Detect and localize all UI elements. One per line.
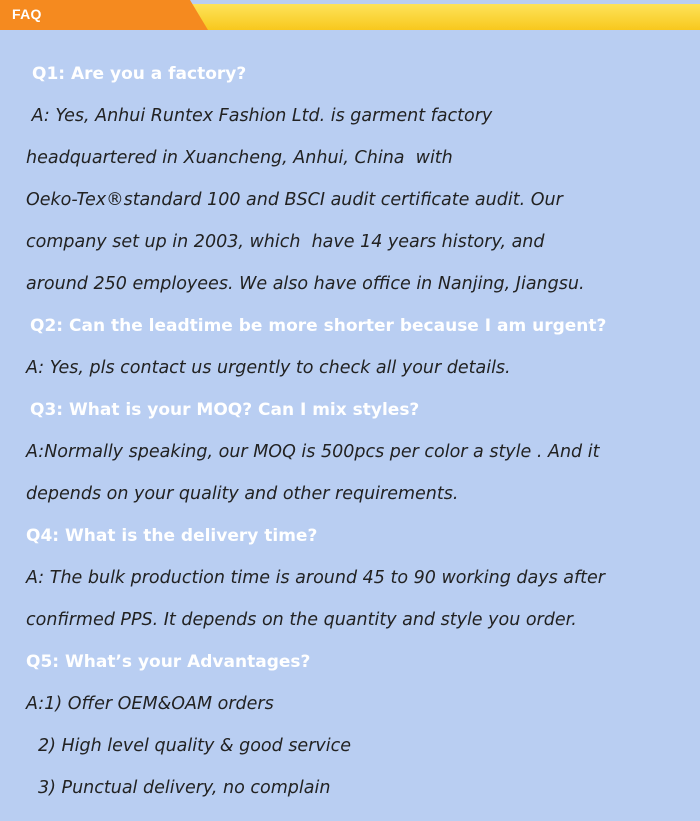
answer-1-line-3: Oeko-Tex®standard 100 and BSCI audit certificate audit. Our xyxy=(26,190,563,210)
answer-3-line-1: A:Normally speaking, our MOQ is 500pcs per color a style . And it xyxy=(26,442,600,462)
answer-1-line-4: company set up in 2003, which have 14 years history, and xyxy=(26,232,545,252)
answer-4-line-2: confirmed PPS. It depends on the quantity and style you order. xyxy=(26,610,577,630)
answer-1-line-1: A: Yes, Anhui Runtex Fashion Ltd. is garment factory xyxy=(26,106,493,126)
question-4: Q4: What is the delivery time? xyxy=(26,526,318,546)
answer-4-line-1: A: The bulk production time is around 45 to 90 working days after xyxy=(26,568,606,588)
faq-content xyxy=(0,53,700,809)
answer-3-line-2: depends on your quality and other requirements. xyxy=(26,484,459,504)
faq-header xyxy=(0,0,700,30)
faq-title: FAQ xyxy=(12,6,42,22)
answer-5-line-2: 2) High level quality & good service xyxy=(38,736,352,756)
answer-1-line-5: around 250 employees. We also have office in Nanjing, Jiangsu. xyxy=(26,274,585,294)
answer-5-line-1: A:1) Offer OEM&OAM orders xyxy=(26,694,274,714)
question-3: Q3: What is your MOQ? Can I mix styles? xyxy=(30,400,420,420)
question-2: Q2: Can the leadtime be more shorter because I am urgent? xyxy=(30,316,607,336)
answer-1-line-2: headquartered in Xuancheng, Anhui, China with xyxy=(26,148,453,168)
answer-5-line-3: 3) Punctual delivery, no complain xyxy=(38,778,331,798)
question-5: Q5: What’s your Advantages? xyxy=(26,652,311,672)
question-1: Q1: Are you a factory? xyxy=(32,64,247,84)
answer-2-line-1: A: Yes, pls contact us urgently to check all your details. xyxy=(26,358,511,378)
